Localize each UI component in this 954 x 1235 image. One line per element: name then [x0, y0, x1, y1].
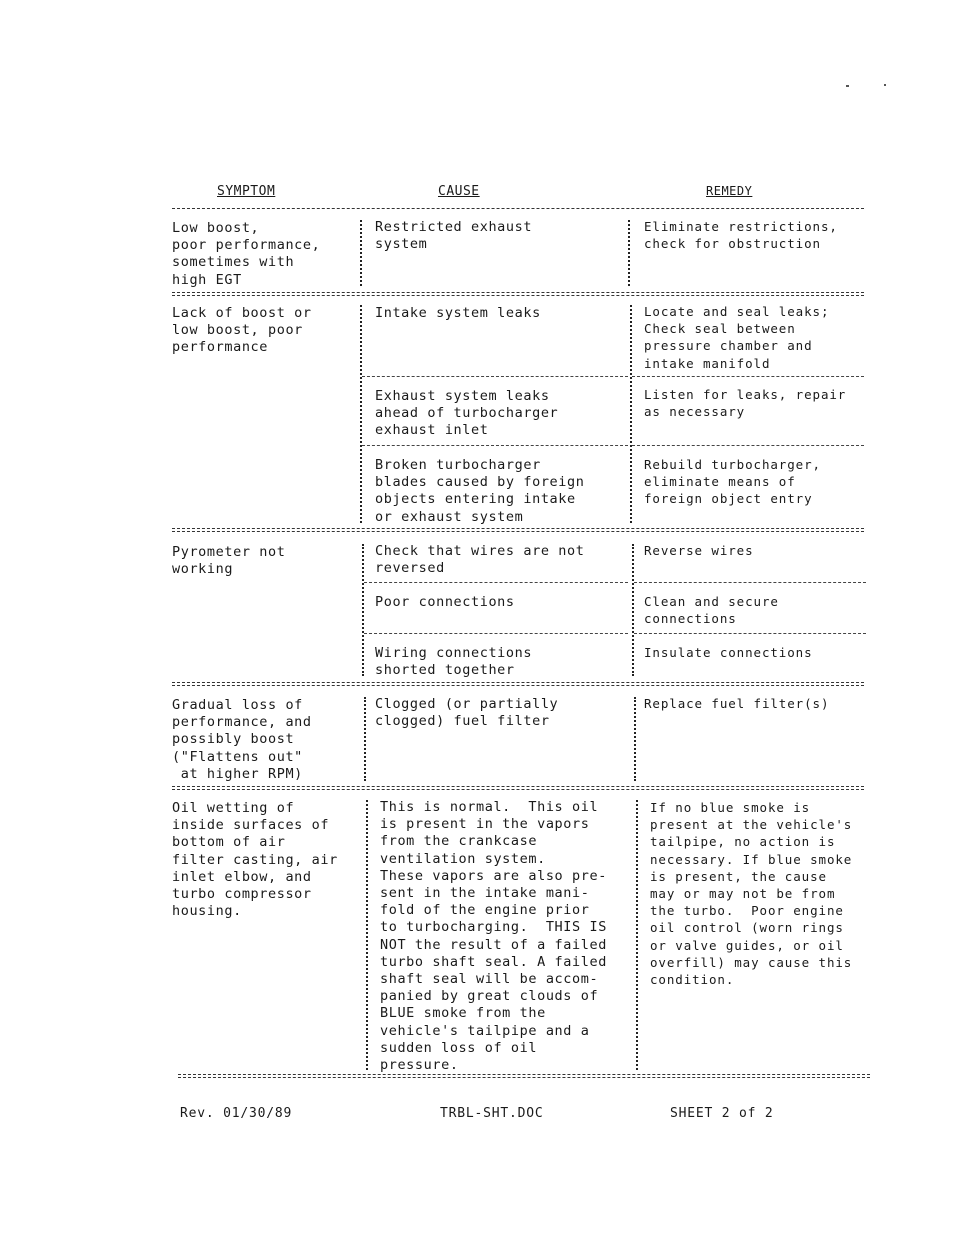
cause-cell: Wiring connections shorted together	[375, 645, 533, 679]
remedy-cell: Eliminate restrictions, check for obstruction	[644, 219, 838, 252]
cause-cell: Restricted exhaust system	[375, 219, 533, 253]
scan-speck	[846, 85, 849, 87]
column-separator	[364, 697, 366, 781]
cause-cell: Exhaust system leaks ahead of turbocharger exhaust inlet	[375, 388, 559, 439]
remedy-cell: If no blue smoke is present at the vehicle's tailpipe, no action is necessary. If blue smoke is present, the cause may or may not be from the turbo. Poor engine oil control (worn rings or valve guides, or oil overfill) may cause this condition.	[650, 800, 853, 988]
remedy-column-header: REMEDY	[706, 184, 753, 198]
cause-cell: Intake system leaks	[375, 305, 541, 321]
row-divider	[172, 292, 864, 296]
sheet-number: SHEET 2 of 2	[670, 1106, 774, 1121]
remedy-subdivider	[632, 445, 864, 446]
table-bottom-rule	[178, 1074, 870, 1078]
cause-subdivider	[364, 582, 628, 583]
symptom-cell: Gradual loss of performance, and possibly boost ("Flattens out" at higher RPM)	[172, 697, 312, 782]
cause-subdivider	[362, 445, 628, 446]
symptom-cell: Lack of boost or low boost, poor performance	[172, 305, 312, 356]
column-separator	[632, 544, 634, 676]
symptom-cell: Oil wetting of inside surfaces of bottom of air filter casting, air inlet elbow, and turbo compressor housing.	[172, 800, 338, 920]
remedy-cell: Clean and secure connections	[644, 594, 779, 627]
remedy-subdivider	[634, 633, 866, 634]
cause-subdivider	[364, 633, 628, 634]
symptom-cell: Pyrometer not working	[172, 544, 286, 578]
remedy-cell: Replace fuel filter(s)	[644, 696, 830, 711]
header-rule	[172, 208, 864, 209]
remedy-cell: Reverse wires	[644, 543, 754, 558]
remedy-cell: Rebuild turbocharger, eliminate means of foreign object entry	[644, 457, 821, 507]
remedy-cell: Listen for leaks, repair as necessary	[644, 387, 847, 420]
cause-cell: Check that wires are not reversed	[375, 543, 585, 577]
column-separator	[630, 305, 632, 523]
row-divider	[172, 528, 864, 532]
remedy-cell: Insulate connections	[644, 645, 813, 660]
remedy-subdivider	[634, 582, 866, 583]
cause-column-header: CAUSE	[438, 184, 480, 199]
column-separator	[628, 220, 630, 286]
remedy-cell: Locate and seal leaks; Check seal between pressure chamber and intake manifold	[644, 304, 830, 371]
revision-date: Rev. 01/30/89	[180, 1106, 293, 1121]
cause-subdivider	[362, 376, 628, 377]
column-separator	[362, 544, 364, 676]
symptom-cell: Low boost, poor performance, sometimes with high EGT	[172, 220, 321, 288]
scan-speck	[884, 84, 886, 86]
cause-cell: Poor connections	[375, 594, 515, 610]
column-separator	[360, 305, 362, 523]
column-separator	[366, 800, 368, 1070]
row-divider	[172, 682, 864, 686]
row-divider	[172, 786, 864, 790]
cause-cell: Clogged (or partially clogged) fuel filter	[375, 696, 559, 730]
column-separator	[634, 697, 636, 781]
document-filename: TRBL-SHT.DOC	[440, 1106, 544, 1121]
column-separator	[360, 220, 362, 286]
remedy-subdivider	[632, 376, 864, 377]
cause-cell: This is normal. This oil is present in the vapors from the crankcase ventilation system. These vapors are also pre- sent in the intake mani- fold of the engine prior to turbocharging. THIS IS NOT the result of a failed turbo shaft seal. A failed shaft seal will be accom- panied by great clouds of BLUE smoke from the vehicle's tailpipe and a sudden loss of oil pressure.	[380, 799, 607, 1074]
cause-cell: Broken turbocharger blades caused by foreign objects entering intake or exhaust system	[375, 457, 585, 525]
symptom-column-header: SYMPTOM	[217, 184, 276, 199]
column-separator	[636, 800, 638, 1070]
